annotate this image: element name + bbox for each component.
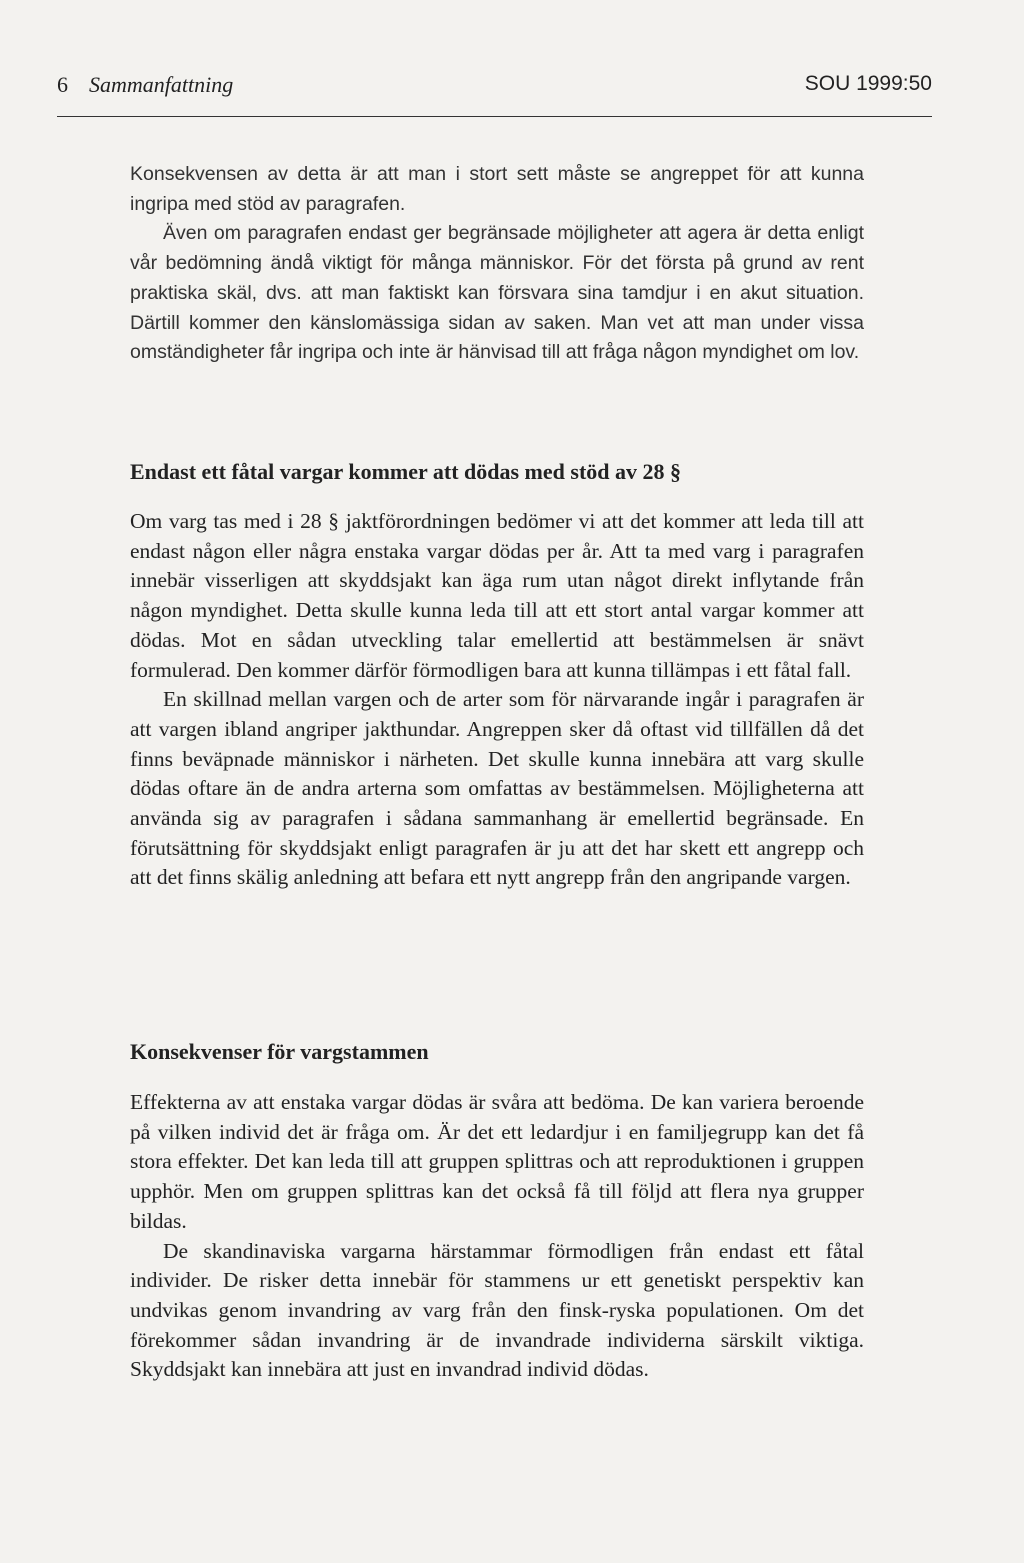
intro-text [130, 160, 864, 368]
section-1-body [130, 507, 864, 893]
document-reference: SOU 1999:50 [804, 72, 932, 95]
header-rule [57, 116, 932, 117]
section-2-paragraph-2: De skandinaviska vargarna härstammar förmodligen från endast ett fåtal individer. De risker detta innebär för stammens ur ett genetiskt perspektiv kan undvikas genom invandring av varg från den finsk-ryska populationen. Om det förekommer sådan invandring är de invandrade individerna särskilt viktiga. Skyddsjakt kan innebära att just en invandrad individ dödas. [130, 1238, 864, 1382]
intro-paragraph-1: Konsekvensen av detta är att man i stort sett måste se angreppet för att kunna ingripa med stöd av paragrafen. [130, 163, 864, 215]
page-number: 6 [57, 72, 68, 97]
page-header [57, 72, 932, 108]
section-1-paragraph-1: Om varg tas med i 28 § jaktförordningen bedömer vi att det kommer att leda till att endast någon eller några enstaka vargar dödas per år. Att ta med varg i paragrafen innebär visserligen att skyddsjakt kan äga rum utan något direkt inflytande från någon myndighet. Detta skulle kunna leda till att ett stort antal vargar kommer att dödas. Mot en sådan utveckling talar emellertid att bestämmelsen är snävt formulerad. Den kommer därför förmodligen bara att kunna tillämpas i ett fåtal fall. [130, 509, 864, 682]
running-section-title: Sammanfattning [89, 72, 234, 97]
section-2-body [130, 1088, 864, 1385]
section-heading-1: Endast ett fåtal vargar kommer att dödas med stöd av 28 § [130, 459, 681, 484]
section-heading-2: Konsekvenser för vargstammen [130, 1039, 429, 1064]
intro-paragraph-2: Även om paragrafen endast ger begränsade möjligheter att agera är detta enligt vår bedömning ändå viktigt för många människor. För det första på grund av rent praktiska skäl, dvs. att man faktiskt kan försvara sina tamdjur i en akut situation. Därtill kommer den känslomässiga sidan av saken. Man vet att man under vissa omständigheter får ingripa och inte är hänvisad till att fråga någon myndighet om lov. [130, 222, 864, 364]
section-2-paragraph-1: Effekterna av att enstaka vargar dödas är svåra att bedöma. De kan variera beroende på vilken individ det är fråga om. Är det ett ledardjur i en familjegrupp kan det få stora effekter. Det kan leda till att gruppen splittras och att reproduktionen i gruppen upphör. Men om gruppen splittras kan det också få till följd att flera nya grupper bildas. [130, 1090, 864, 1233]
section-1-paragraph-2: En skillnad mellan vargen och de arter som för närvarande ingår i paragrafen är att vargen ibland angriper jakthundar. Angreppen sker då oftast vid tillfällen då det finns beväpnade människor i närheten. Det skulle kunna innebära att varg skulle dödas oftare än de andra arterna som omfattas av bestämmelsen. Möjligheterna att använda sig av paragrafen i sådana sammanhang är emellertid begränsade. En förutsättning för skyddsjakt enligt paragrafen är ju att det har skett ett angrepp och att det finns skälig anledning att befara ett nytt angrepp från den angripande vargen. [130, 687, 864, 890]
